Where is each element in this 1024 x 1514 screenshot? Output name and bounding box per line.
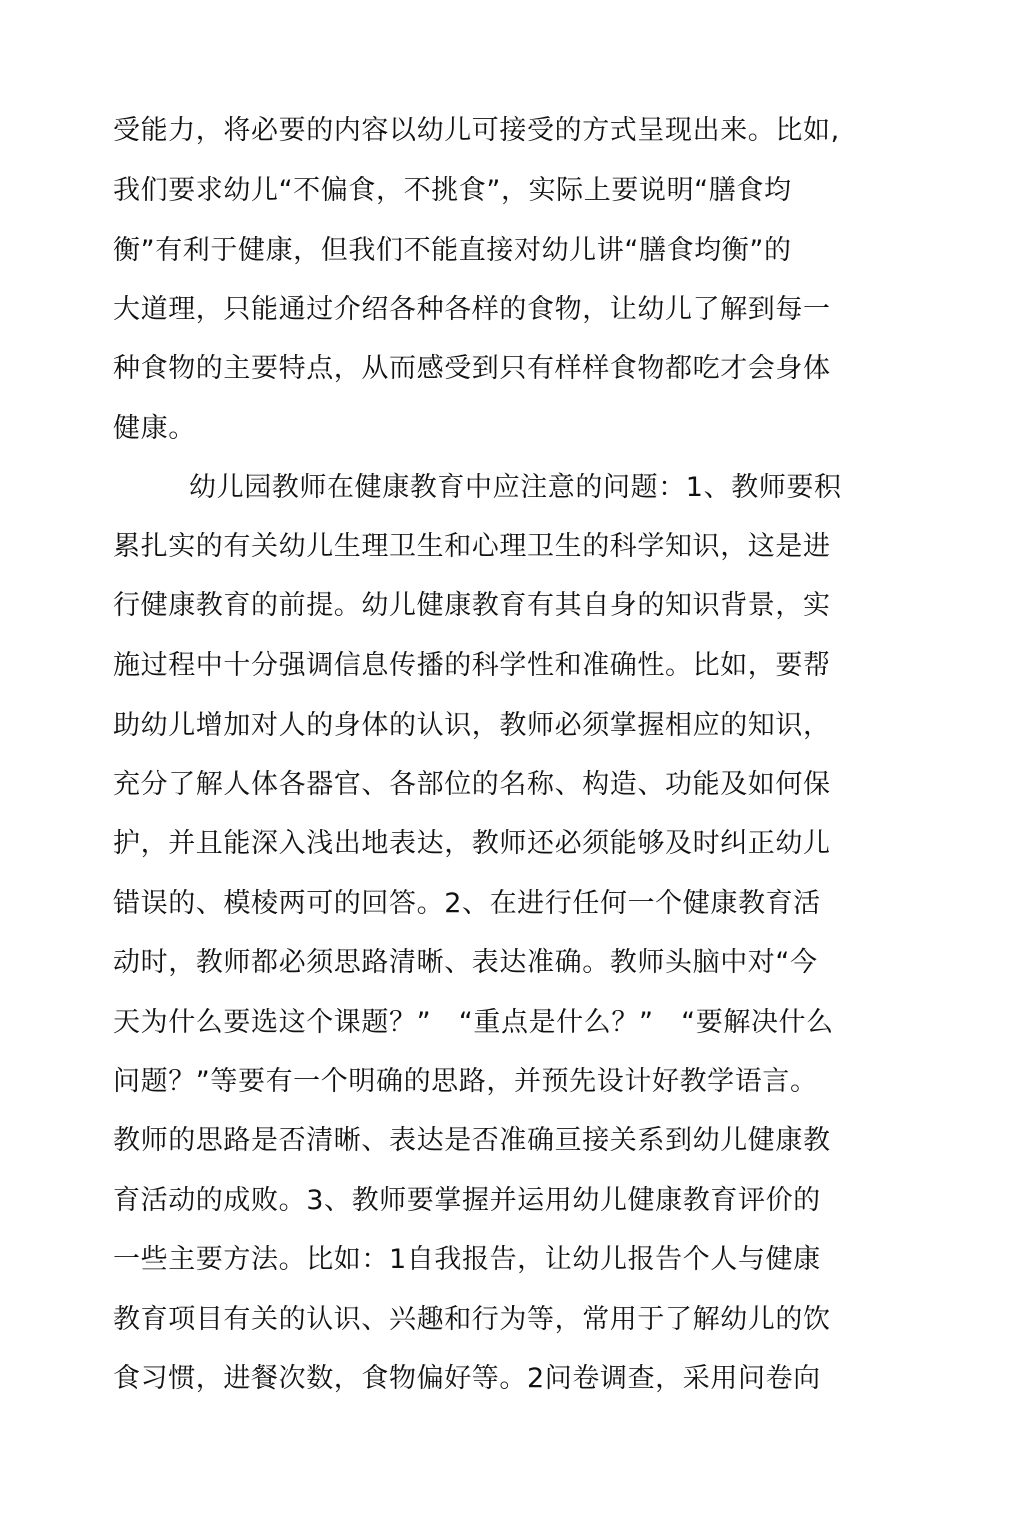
text-line-2: 我们要求幼儿“不偏食，不挑食”，实际上要说明“膳食均 — [113, 175, 792, 206]
text-line-11: 助幼儿增加对人的身体的认识，教师必须掌握相应的知识， — [113, 710, 831, 741]
text-line-4: 大道理，只能通过介绍各种各样的食物，让幼儿了解到每一 — [113, 294, 831, 325]
text-line-14: 错误的、模棱两可的回答。2、在进行任何一个健康教育活 — [113, 888, 821, 919]
text-line-8: 累扎实的有关幼儿生理卫生和心理卫生的科学知识，这是进 — [113, 531, 831, 562]
text-line-22: 食习惯，进餐次数，食物偏好等。2问卷调查，采用问卷向 — [113, 1363, 821, 1394]
text-line-12: 充分了解人体各器官、各部位的名称、构造、功能及如何保 — [113, 769, 831, 800]
text-line-15: 动时，教师都必须思路清晰、表达准确。教师头脑中对“今 — [113, 947, 818, 978]
text-line-5: 种食物的主要特点，从而感受到只有样样食物都吃才会身体 — [113, 353, 831, 384]
text-line-21: 教育项目有关的认识、兴趣和行为等，常用于了解幼儿的饮 — [113, 1304, 831, 1335]
text-line-10: 施过程中十分强调信息传播的科学性和准确性。比如，要帮 — [113, 650, 831, 681]
text-line-6: 健康。 — [113, 413, 196, 444]
text-line-1: 受能力，将必要的内容以幼儿可接受的方式呈现出来。比如, — [113, 115, 840, 146]
text-line-16: 天为什么要选这个课题？” “重点是什么？” “要解决什么 — [113, 1007, 834, 1038]
paragraph-start-line: 幼儿园教师在健康教育中应注意的问题：1、教师要积 — [189, 472, 842, 503]
text-line-3: 衡”有利于健康，但我们不能直接对幼儿讲“膳食均衡”的 — [113, 235, 792, 266]
text-line-9: 行健康教育的前提。幼儿健康教育有其自身的知识背景，实 — [113, 590, 831, 621]
text-line-13: 护，并且能深入浅出地表达，教师还必须能够及时纠正幼儿 — [113, 828, 831, 859]
text-line-19: 育活动的成败。3、教师要掌握并运用幼儿健康教育评价的 — [113, 1185, 821, 1216]
text-line-17: 问题？”等要有一个明确的思路，并预先设计好教学语言。 — [113, 1066, 818, 1097]
text-line-20: 一些主要方法。比如：1自我报告，让幼儿报告个人与健康 — [113, 1244, 821, 1275]
text-line-18: 教师的思路是否清晰、表达是否准确亘接关系到幼儿健康教 — [113, 1125, 831, 1156]
